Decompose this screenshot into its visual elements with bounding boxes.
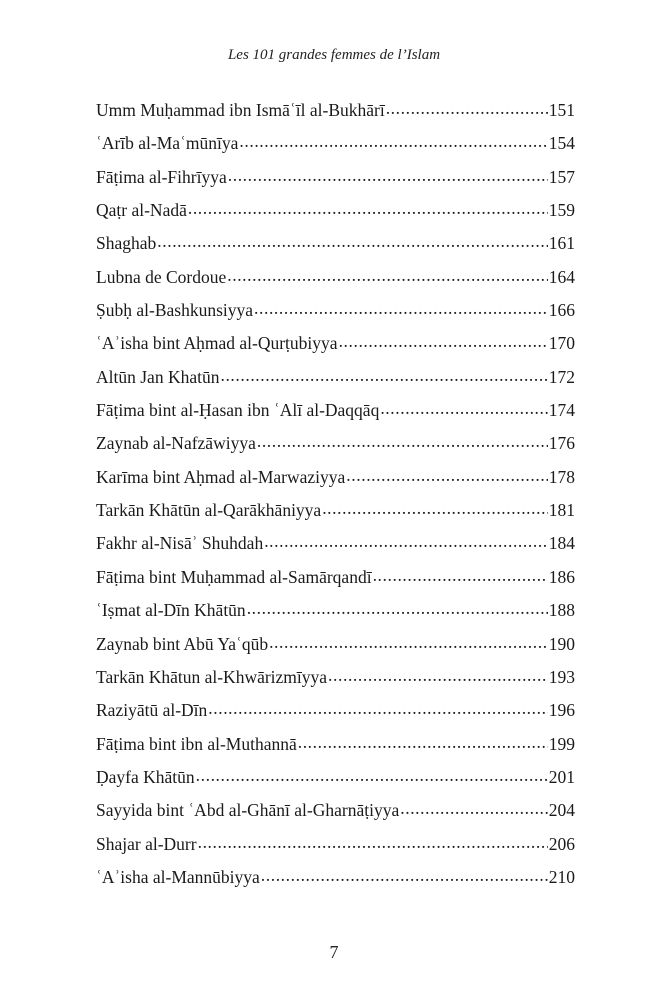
dot-leader — [261, 865, 548, 883]
toc-entry[interactable] — [96, 398, 575, 431]
dot-leader — [264, 532, 548, 550]
dot-leader — [328, 665, 548, 683]
toc-entry[interactable] — [96, 598, 575, 631]
table-of-contents — [96, 98, 575, 898]
toc-entry-title: Shaghab — [96, 233, 157, 254]
toc-entry-title: Zaynab al-Nafzāwiyya — [96, 433, 256, 454]
running-header: Les 101 grandes femmes de l’Islam — [227, 47, 441, 63]
toc-entry-page: 196 — [548, 700, 575, 721]
toc-entry[interactable] — [96, 98, 575, 131]
toc-entry-page: 210 — [548, 866, 575, 887]
toc-entry[interactable] — [96, 832, 575, 865]
toc-entry-title: Fāṭima bint Muḥammad al-Samārqandī — [96, 566, 372, 587]
dot-leader — [269, 632, 548, 650]
toc-entry-title: Sayyida bint ʿAbd al-Ghānī al-Gharnāṭiyya — [96, 800, 400, 821]
dot-leader — [257, 432, 548, 450]
toc-entry-title: Altūn Jan Khatūn — [96, 366, 220, 387]
dot-leader — [188, 199, 548, 217]
dot-leader — [228, 165, 548, 183]
toc-entry-title: Shajar al-Durr — [96, 833, 197, 854]
dot-leader — [198, 832, 548, 850]
toc-entry[interactable] — [96, 765, 575, 798]
toc-entry-page: 181 — [548, 500, 575, 521]
toc-entry-page: 204 — [548, 800, 575, 821]
toc-entry-title: ʿArīb al-Maʿmūnīya — [96, 133, 239, 154]
dot-leader — [196, 765, 548, 783]
dot-leader — [373, 565, 548, 583]
toc-entry-page: 170 — [548, 333, 575, 354]
dot-leader — [220, 365, 547, 383]
toc-entry-page: 190 — [548, 633, 575, 654]
toc-entry[interactable] — [96, 298, 575, 331]
toc-entry[interactable] — [96, 498, 575, 531]
toc-entry-title: Raziyātū al-Dīn — [96, 700, 208, 721]
dot-leader — [339, 332, 548, 350]
toc-entry-page: 164 — [548, 266, 575, 287]
toc-entry-page: 188 — [548, 600, 575, 621]
toc-entry[interactable] — [96, 798, 575, 831]
dot-leader — [254, 299, 548, 317]
toc-entry-page: 184 — [548, 533, 575, 554]
toc-entry-page: 174 — [548, 400, 575, 421]
toc-entry-page: 201 — [548, 766, 575, 787]
dot-leader — [157, 232, 547, 250]
dot-leader — [400, 799, 548, 817]
toc-entry-title: Tarkān Khātun al-Khwārizmīyya — [96, 666, 328, 687]
dot-leader — [227, 265, 548, 283]
toc-entry-title: Ḍayfa Khātūn — [96, 766, 195, 787]
dot-leader — [380, 399, 547, 417]
toc-entry-title: Fāṭima bint ibn al-Muthannā — [96, 733, 297, 754]
toc-entry[interactable] — [96, 231, 575, 264]
toc-entry-page: 186 — [548, 566, 575, 587]
toc-entry-page: 154 — [548, 133, 575, 154]
toc-entry-page: 206 — [548, 833, 575, 854]
toc-entry[interactable] — [96, 531, 575, 564]
toc-entry[interactable] — [96, 365, 575, 398]
toc-entry-page: 161 — [548, 233, 575, 254]
toc-entry-title: Fakhr al-Nisāʾ Shuhdah — [96, 533, 264, 554]
dot-leader — [322, 499, 548, 517]
toc-entry[interactable] — [96, 331, 575, 364]
toc-entry-title: Qaṭr al-Nadā — [96, 200, 187, 221]
toc-entry-page: 159 — [548, 200, 575, 221]
toc-entry-title: Umm Muḥammad ibn Ismāʿīl al-Bukhārī — [96, 100, 385, 120]
toc-entry-page: 176 — [548, 433, 575, 454]
toc-entry-page: 193 — [548, 666, 575, 687]
toc-entry[interactable] — [96, 632, 575, 665]
dot-leader — [346, 465, 547, 483]
toc-entry-page: 172 — [548, 366, 575, 387]
toc-entry[interactable] — [96, 165, 575, 198]
toc-entry-page: 157 — [548, 166, 575, 187]
toc-entry[interactable] — [96, 265, 575, 298]
toc-entry-title: Zaynab bint Abū Yaʿqūb — [96, 633, 269, 654]
dot-leader — [208, 699, 547, 717]
toc-entry-title: Fāṭima bint al-Ḥasan ibn ʿAlī al-Daqqāq — [96, 400, 380, 421]
toc-entry-title: Karīma bint Aḥmad al-Marwaziyya — [96, 466, 346, 487]
dot-leader — [298, 732, 548, 750]
dot-leader — [386, 99, 548, 117]
toc-entry-title: ʿAʾisha al-Mannūbiyya — [96, 866, 260, 887]
toc-entry-title: Lubna de Cordoue — [96, 266, 227, 287]
dot-leader — [239, 132, 547, 150]
toc-entry-page: 166 — [548, 300, 575, 321]
toc-entry[interactable] — [96, 465, 575, 498]
toc-entry-page: 178 — [548, 466, 575, 487]
toc-entry-title: Ṣubḥ al-Bashkunsiyya — [96, 300, 254, 321]
toc-entry[interactable] — [96, 565, 575, 598]
toc-entry-title: ʿAʾisha bint Aḥmad al-Qurṭubiyya — [96, 333, 338, 354]
toc-entry[interactable] — [96, 865, 575, 898]
toc-entry[interactable] — [96, 665, 575, 698]
toc-entry-title: Tarkān Khātūn al-Qarākhāniyya — [96, 500, 322, 521]
toc-entry[interactable] — [96, 698, 575, 731]
toc-entry[interactable] — [96, 198, 575, 231]
toc-entry[interactable] — [96, 732, 575, 765]
toc-entry-title: ʿIṣmat al-Dīn Khātūn — [96, 600, 246, 621]
toc-entry[interactable] — [96, 131, 575, 164]
page-number: 7 — [329, 942, 339, 962]
dot-leader — [247, 599, 548, 617]
toc-entry-page: 151 — [548, 100, 575, 120]
toc-entry[interactable] — [96, 431, 575, 464]
toc-entry-page: 199 — [548, 733, 575, 754]
toc-entry-title: Fāṭima al-Fihrīyya — [96, 166, 227, 187]
